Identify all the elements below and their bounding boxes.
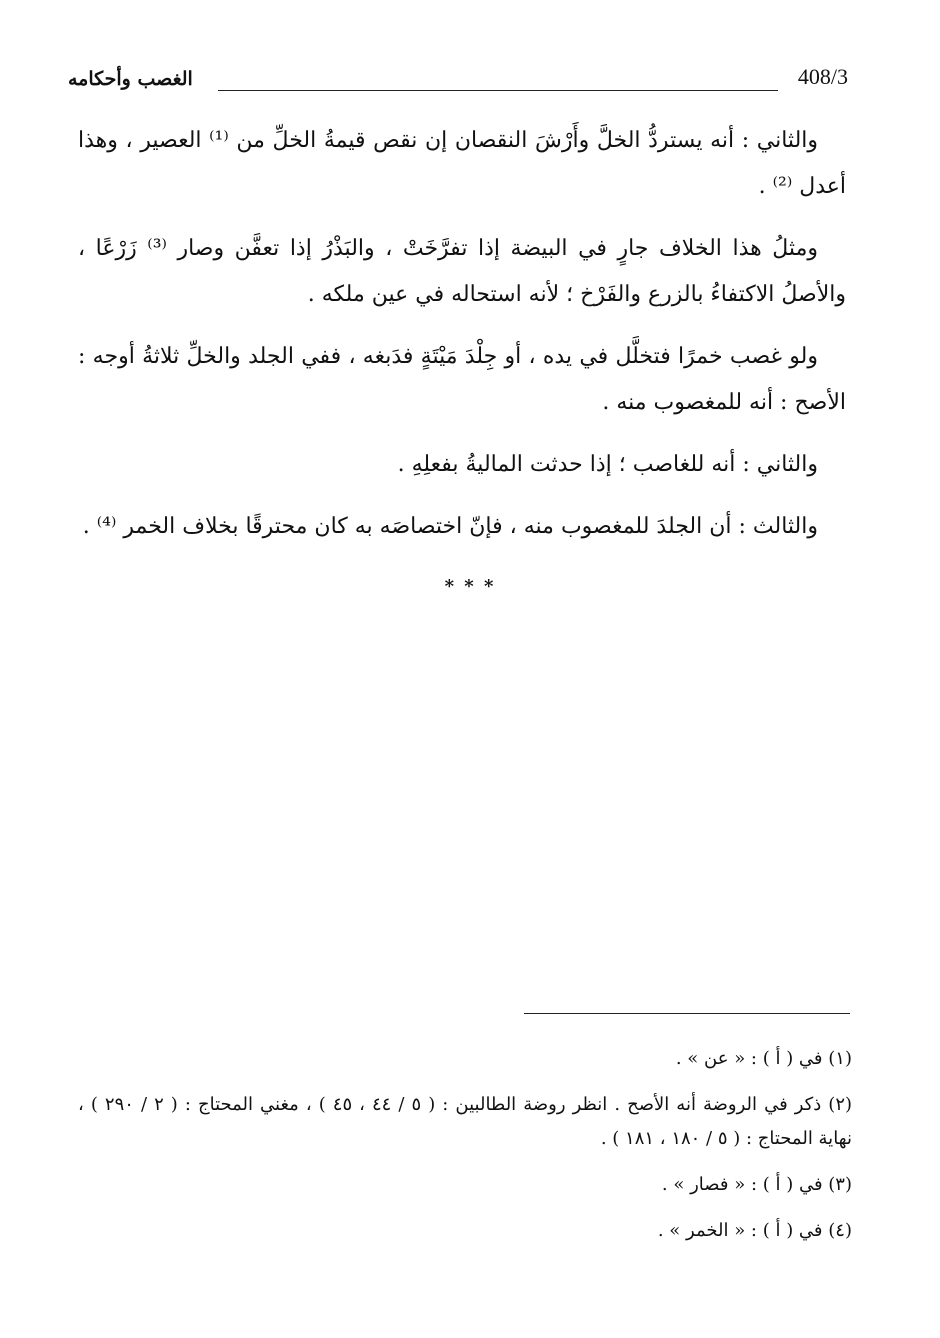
paragraph: والثاني : أنه للغاصب ؛ إذا حدثت الماليةُ بفعلِهِ .: [397, 452, 818, 477]
header-rule: [218, 90, 778, 91]
paragraph: ومثلُ هذا الخلاف جارٍ في البيضة إذا تفرَّخَتْ ، والبَذْرُ إذا تعفَّن وصار ⁽³⁾ زَرْعًا ، والأصلُ الاكتفاءُ بالزرع والفَرْخ ؛ لأنه استحاله في عين ملكه .: [78, 236, 846, 307]
footnote: (٣) في ( أ ) : « فصار » .: [661, 1174, 852, 1195]
footnote-rule: [524, 1013, 850, 1014]
paragraph: والثاني : أنه يستردُّ الخلَّ وأَرْشَ النقصان إن نقص قيمةُ الخلِّ من ⁽¹⁾ العصير ، وهذا أعدل ⁽²⁾ .: [78, 128, 846, 199]
paragraph: ولو غصب خمرًا فتخلَّل في يده ، أو جِلْدَ مَيْتَةٍ فدَبغه ، ففي الجلد والخلِّ ثلاثةُ أوجه : الأصح : أنه للمغصوب منه .: [78, 344, 846, 415]
running-title: الغصب وأحكامه: [68, 68, 193, 90]
footnote: (١) في ( أ ) : « عن » .: [675, 1048, 852, 1069]
footnote: (٤) في ( أ ) : « الخمر » .: [657, 1220, 852, 1241]
footnote: (٢) ذكر في الروضة أنه الأصح . انظر روضة الطالبين : ( ٥ / ٤٤ ، ٤٥ ) ، مغني المحتاج : ( ٢ / ٢٩٠ ) ، نهاية المحتاج : ( ٥ / ١٨٠ ، ١٨١ ) .: [78, 1094, 853, 1149]
footnotes: [78, 1042, 852, 1260]
paragraph: والثالث : أن الجلدَ للمغصوب منه ، فإنّ اختصاصَه به كان محترقًا بخلاف الخمر ⁽⁴⁾ .: [82, 514, 818, 539]
section-separator: * * *: [444, 576, 496, 597]
main-text: [78, 118, 846, 566]
page-number: 408/3: [797, 64, 848, 89]
page-header: [68, 64, 848, 98]
